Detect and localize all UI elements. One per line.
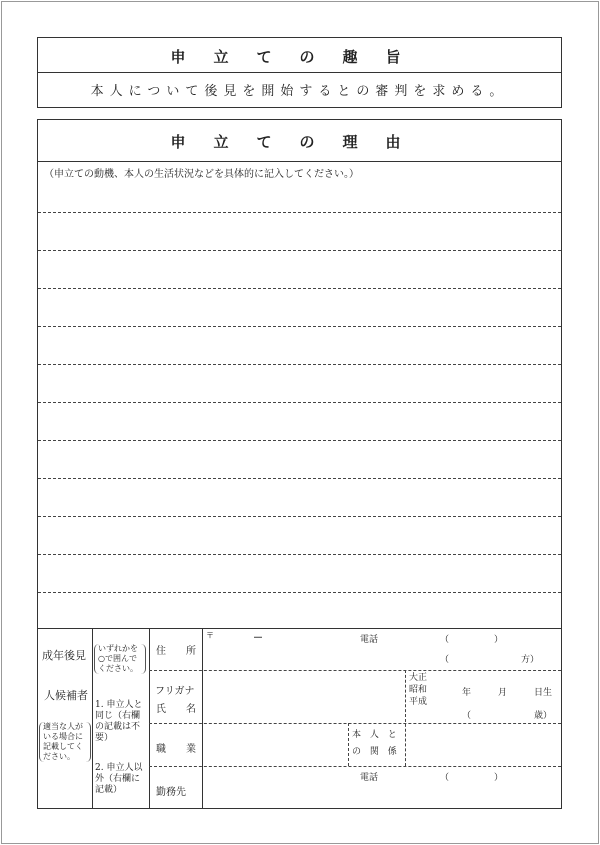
- label-relation: 本 人 と の 関 係: [352, 730, 400, 757]
- postal-mark: 〒: [206, 631, 214, 640]
- purpose-text: 本人について後見を開始するとの審判を求める。: [90, 84, 509, 99]
- work-phone-paren: （ ）: [440, 773, 504, 783]
- choose-note: いずれかを○で囲んでください。: [94, 644, 146, 674]
- label-name: 氏 名: [156, 704, 196, 715]
- postal-dash: －: [253, 633, 263, 644]
- option-other[interactable]: 2. 申立人以外（右欄に記載）: [95, 763, 143, 795]
- label-address: 住 所: [156, 646, 196, 657]
- relation-input[interactable]: [406, 724, 562, 766]
- care-of: （ 方）: [440, 655, 540, 665]
- occupation-input[interactable]: [203, 724, 347, 766]
- reason-writing-area[interactable]: [38, 162, 561, 628]
- phone-label: 電話: [360, 635, 379, 645]
- candidate-heading-1: 成年後見: [42, 649, 86, 662]
- era-options[interactable]: 大正 昭和 平成: [409, 673, 428, 707]
- purpose-section: [37, 37, 562, 108]
- reason-instruction: （申立ての動機、本人の生活状況などを具体的に記入してください。）: [44, 169, 359, 180]
- reason-title: 申立ての理由: [170, 133, 429, 151]
- label-furigana: フリガナ: [155, 686, 195, 697]
- age[interactable]: （ 歳）: [462, 711, 553, 721]
- phone-paren: （ ）: [440, 635, 504, 645]
- candidate-heading-2: 人候補者: [44, 689, 88, 702]
- reason-section: [37, 119, 562, 809]
- workplace-input[interactable]: [203, 767, 562, 809]
- option-same-as-applicant[interactable]: 1. 申立人と同じ（右欄の記載は不要）: [95, 700, 143, 743]
- label-workplace: 勤務先: [156, 787, 186, 798]
- name-input[interactable]: [203, 671, 405, 723]
- label-occupation: 職 業: [156, 744, 196, 755]
- birth-date[interactable]: 年 月 日生: [462, 688, 553, 698]
- purpose-title: 申立ての趣旨: [170, 48, 429, 66]
- work-phone-label: 電話: [360, 773, 379, 783]
- candidate-note: 適当な人がいる場合に記載してください。: [39, 722, 91, 762]
